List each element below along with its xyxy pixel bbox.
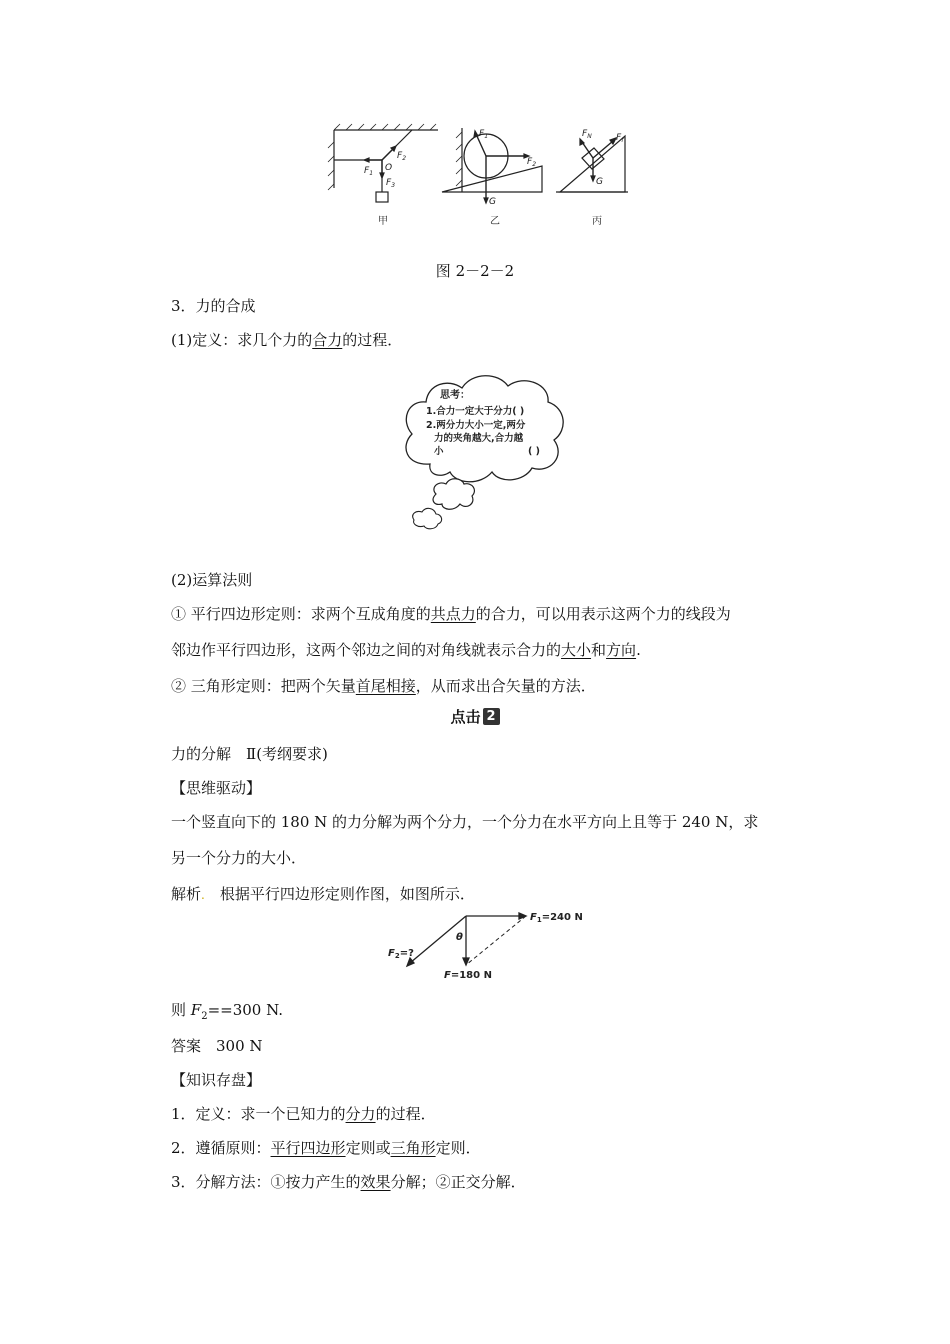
label-jia: 甲 [378, 216, 388, 227]
cloud-line-1: 1.合力一定大于分力( ) [426, 406, 525, 417]
rules-title: (2)运算法则 [171, 571, 253, 589]
label-F2-unknown: $F_2=$? [388, 948, 414, 960]
rule-triangle: ② 三角形定则：把两个矢量首尾相接，从而求出合矢量的方法． [171, 677, 596, 695]
figure-caption: 图 2－2－2 [435, 262, 515, 280]
force-diagrams-figure [320, 118, 640, 230]
rule-parallelogram-line-2: 邻边作平行四边形，这两个邻边之间的对角线就表示合力的大小和方向. [171, 641, 641, 659]
thinking-drive-heading: 【思维驱动】 [171, 779, 262, 797]
rule-parallelogram-line-1: ① 平行四边形定则：求两个互成角度的共点力的合力，可以用表示这两个力的线段为 [171, 605, 731, 623]
label-F1-value: $F_1=240$ N [530, 912, 583, 924]
decomposition-figure [386, 906, 606, 984]
label-F2-jia: $F_2$ [397, 151, 407, 162]
label-Ff-bing: $F_f$ [616, 133, 624, 144]
cloud-line-4: 小 [434, 446, 444, 457]
label-F-value: F=180 N [444, 970, 492, 981]
section-3-title: 3．力的合成 [171, 297, 256, 315]
knowledge-item-1: 1．定义：求一个已知力的分力的过程． [171, 1105, 436, 1123]
label-G-yi: G [489, 197, 496, 207]
label-F1-jia: $F_1$ [364, 166, 374, 177]
cloud-line-4-bracket: ( ) [528, 446, 540, 457]
label-F1-yi: $F_1$ [479, 129, 489, 140]
point-number-badge: 2 [483, 708, 500, 725]
question-line-2: 另一个分力的大小． [171, 849, 307, 867]
result-line: 则 $F_2==300$ N. [171, 1001, 284, 1022]
knowledge-item-2: 2．遵循原则：平行四边形定则或三角形定则． [171, 1139, 481, 1157]
diagram-jia [328, 124, 438, 202]
label-FN-bing: $F_N$ [582, 129, 592, 140]
label-F3-jia: $F_3$ [386, 178, 396, 189]
cloud-line-3: 力的夹角越大,合力越 [434, 433, 524, 444]
analysis-line: 解析. 根据平行四边形定则作图，如图所示． [171, 885, 475, 903]
point-2-heading: 点击 2 [0, 706, 950, 727]
label-bing: 丙 [592, 216, 602, 227]
label-F2-yi: $F_2$ [527, 157, 537, 168]
section-3-definition: (1)定义：求几个力的合力的过程． [171, 331, 403, 349]
cloud-line-2: 2.两分力大小一定,两分 [426, 420, 526, 431]
diagram-bing [556, 136, 628, 192]
question-line-1: 一个竖直向下的 180 N 的力分解为两个分力，一个分力在水平方向上且等于 240 N，求 [171, 813, 759, 831]
label-G-bing: G [596, 177, 603, 187]
answer-line: 答案 300 N [171, 1037, 263, 1055]
label-theta: θ [456, 932, 463, 943]
cloud-title: 思考： [440, 390, 470, 401]
knowledge-item-3: 3．分解方法：①按力产生的效果分解；②正交分解． [171, 1173, 526, 1191]
label-O-jia: O [385, 163, 393, 173]
label-yi: 乙 [490, 216, 500, 227]
knowledge-store-heading: 【知识存盘】 [171, 1071, 262, 1089]
thought-cloud [400, 364, 570, 539]
decomposition-title: 力的分解 Ⅱ(考纲要求) [171, 745, 328, 763]
